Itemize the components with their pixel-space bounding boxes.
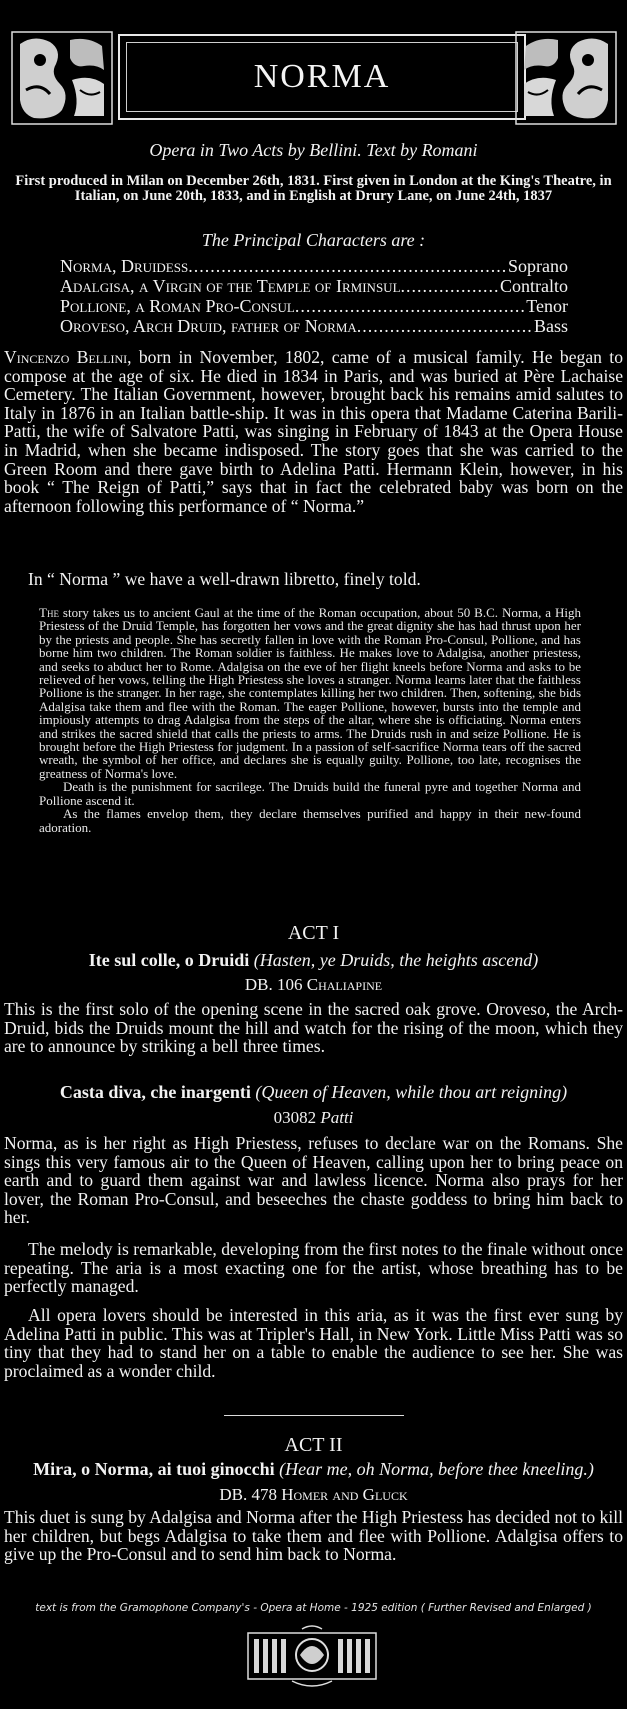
cast-leader-dots [295, 296, 526, 316]
record-number: DB. 478 [219, 1485, 277, 1504]
cast-role: Norma, Druidess [60, 256, 189, 276]
synopsis-text: story takes us to ancient Gaul at the time of the Roman occupation, about 50 B.C. Norma, a High Priestess of the Druid Temple, has forgotten her vows and the great dignity she has had thrust upon her by the priests and people. She has secretly fallen in love with the Roman Pro-Consul, Pollione, and has borne him two children. The Roman soldier is faithless. He makes love to Adalgisa, another priestess, and seeks to abduct her to Rome. Adalgisa on the eve of her flight kneels before Norma and asks to be relieved of her vows, telling the High Priestess she loves a stranger. Norma learns later that the faithless Pollione is the stranger. In her rage, she contemplates killing her two children. Then, softening, she bids Adalgisa take them and flee with the Roman. The eager Pollione, however, bursts into the temple and impiously attempts to drag Adalgisa from the steps of the altar, where she is officiating. Norma enters and strikes the sacred shield that calls the priests to arms. The Druids rush in and seize Pollione. He is brought before the High Priestess for judgment. In a passion of self-sacrifice Norma tears off the sacred wreath, the symbol of her office, and declares she is equally guilty. Pollione, too late, recognises the greatness of Norma's love. [39, 605, 581, 781]
opera-subtitle: Opera in Two Acts by Bellini. Text by Romani [149, 140, 478, 160]
synopsis-paragraph: Death is the punishment for sacrilege. The Druids build the funeral pyre and together Norma and Pollione ascend it. [39, 779, 581, 808]
cast-voice: Bass [533, 316, 568, 336]
cast-leader-dots [188, 256, 508, 276]
title-frame [118, 34, 526, 120]
left-ornament-figure [10, 30, 114, 126]
aria-translation: (Queen of Heaven, while thou art reigning) [255, 1082, 568, 1102]
cast-leader-dots [401, 276, 500, 296]
composer-name: Vincenzo Bellini [4, 347, 128, 367]
cast-row [60, 256, 568, 276]
synopsis-paragraph: As the flames envelop them, they declare themselves purified and happy in their new-found adoration. [39, 806, 581, 835]
aria-description: All opera lovers should be interested in this aria, as it was the first ever sung by Adelina Patti in public. This was at Tripler's Hall, in New York. Little Miss Patti was so tiny that they had to stand her on a table to enable the audience to see her. She was proclaimed as a wonder child. [4, 1305, 623, 1381]
record-number: 03082 [273, 1108, 317, 1127]
act-two-heading: ACT II [284, 1434, 343, 1456]
title-banner [10, 30, 618, 126]
cast-voice: Contralto [500, 276, 568, 296]
cast-role: Adalgisa, a Virgin of the Temple of Irminsul [60, 276, 401, 296]
aria-translation: (Hasten, ye Druids, the heights ascend) [253, 950, 539, 970]
record-reference [0, 1108, 627, 1128]
cast-voice: Soprano [508, 256, 568, 276]
cast-list [60, 256, 568, 336]
synopsis-lead: The [39, 605, 59, 620]
cast-role: Pollione, a Roman Pro-Consul [60, 296, 295, 316]
cast-leader-dots [357, 316, 534, 336]
libretto-note: In “ Norma ” we have a well-drawn libretto, finely told. [28, 569, 421, 589]
opera-title: NORMA [253, 58, 391, 95]
bellini-biography [4, 348, 623, 515]
cast-row [60, 276, 568, 296]
right-ornament-figure [514, 30, 618, 126]
aria-description: This is the first solo of the opening scene in the sacred oak grove. Oroveso, the Arch-Druid, bids the Druids mount the hill and watch for the rising of the moon, which they are to announce by striking a bell three times. [4, 999, 623, 1057]
aria-description: Norma, as is her right as High Priestess, refuses to declare war on the Romans. She sings this very famous air to the Queen of Heaven, calling upon her to bring peace on earth and to guard them against war and lawless licence. Norma also prays for her lover, the Roman Pro-Consul, and beseeches the chaste goddess to bring him back to her. [4, 1133, 623, 1228]
aria-title: Mira, o Norma, ai tuoi ginocchi [33, 1459, 275, 1479]
section-divider [224, 1415, 404, 1416]
biography-text: , born in November, 1802, came of a musical family. He began to compose at the age of six. He died in 1834 in Paris, and was buried at Père Lachaise Cemetery. The Italian Government, however, brought back his remains amid salutes to Italy in 1876 in an Italian battle-ship. It was in this opera that Madame Caterina Barili-Patti, the wife of Salvatore Patti, was singing in February of 1843 at the Opera House in Madrid, when she became indisposed. The story goes that she was carried to the Green Room and there gave birth to Adelina Patti. Hermann Klein, however, in his book “ The Reign of Patti,” says that in fact the celebrated baby was born on the afternoon following this performance of “ Norma.” [4, 347, 623, 516]
record-artist: Homer and Gluck [281, 1485, 408, 1504]
record-reference [0, 1485, 627, 1505]
source-credit: text is from the Gramophone Company's - Opera at Home - 1925 edition ( Further Revised and Enlarged ) [35, 1602, 592, 1614]
cast-voice: Tenor [526, 296, 568, 316]
aria-description: The melody is remarkable, developing from the first notes to the finale without once repeating. The aria is a most exacting one for the artist, whose breathing has to be perfectly managed. [4, 1239, 623, 1297]
cast-row [60, 316, 568, 336]
record-reference [0, 975, 627, 995]
aria-title: Casta diva, che inargenti [59, 1082, 251, 1102]
aria-translation: (Hear me, oh Norma, before thee kneeling.) [279, 1459, 594, 1479]
record-number: DB. 106 [244, 975, 303, 994]
aria-title: Ite sul colle, o Druidi [88, 950, 250, 970]
principal-characters-heading: The Principal Characters are : [201, 230, 426, 250]
cast-role: Oroveso, Arch Druid, father of Norma [60, 316, 357, 336]
aria-description: This duet is sung by Adalgisa and Norma after the High Priestess has decided not to kill her children, but begs Adalgisa to take them and flee with Pollione. Adalgisa offers to give up the Pro-Consul and to send him back to Norma. [4, 1507, 623, 1565]
story-synopsis [39, 606, 581, 834]
cast-row [60, 296, 568, 316]
record-artist: Patti [320, 1108, 354, 1127]
aria-heading [0, 1459, 627, 1480]
record-artist: Chaliapine [306, 975, 383, 994]
aria-heading [0, 1082, 627, 1103]
production-history: First produced in Milan on December 26th, 1831. First given in London at the King's Theatre, in Italian, on June 20th, 1833, and in English at Drury Lane, on June 24th, 1837 [15, 173, 612, 204]
act-one-heading: ACT I [287, 922, 340, 944]
synopsis-paragraph [39, 606, 581, 780]
aria-heading [0, 950, 627, 971]
footer-ornament [242, 1625, 382, 1691]
